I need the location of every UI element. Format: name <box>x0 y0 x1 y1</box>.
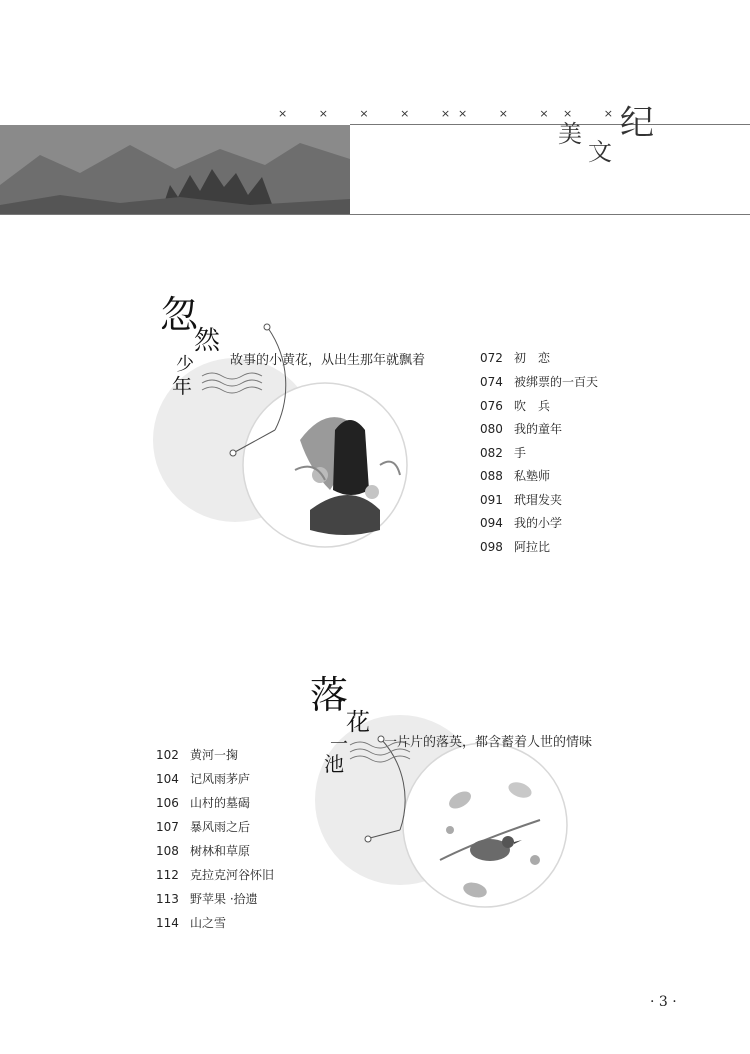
toc-entry[interactable]: 098 阿拉比 <box>480 540 551 554</box>
section2-subtitle: 一片片的落英，都含蓄着人世的情味 <box>384 735 593 750</box>
section2-title-char: 一 <box>330 734 348 755</box>
section2-title-char: 落 <box>310 673 349 717</box>
header-title-char: 文 <box>588 138 612 166</box>
section1-subtitle: 故事的小黄花，从出生那年就飘着 <box>230 353 426 368</box>
page-number: · 3 · <box>650 994 677 1010</box>
section2-decoration <box>290 690 580 940</box>
toc-entry[interactable]: 088 私塾师 <box>480 469 551 483</box>
header-title-char: 美 <box>558 120 582 148</box>
toc-entry[interactable]: 082 手 <box>480 446 527 460</box>
toc-entry[interactable]: 114 山之雪 <box>156 916 227 930</box>
toc-entry[interactable]: 108 树林和草原 <box>156 844 251 858</box>
section1-title-char: 然 <box>194 326 221 356</box>
toc-entry[interactable]: 102 黄河一掬 <box>156 748 239 762</box>
section1-title-char: 少 <box>176 354 194 375</box>
toc-entry[interactable]: 112 克拉克河谷怀旧 <box>156 868 275 882</box>
toc-entry[interactable]: 074 被绑票的一百天 <box>480 375 599 389</box>
decorative-x-marks: × × × <box>458 107 563 120</box>
toc-entry[interactable]: 113 野苹果 ·拾遗 <box>156 892 258 906</box>
toc-entry[interactable]: 104 记风雨茅庐 <box>156 772 251 786</box>
toc-entry[interactable]: 094 我的小学 <box>480 516 563 530</box>
header-top-rule <box>350 124 750 125</box>
section2-title-char: 花 <box>346 708 370 736</box>
toc-entry[interactable]: 091 玳瑁发夹 <box>480 493 563 507</box>
decorative-x-marks: × × <box>563 107 627 120</box>
section1-title-char: 忽 <box>160 293 199 337</box>
header-landscape-image <box>0 125 350 215</box>
section2-title-char: 池 <box>324 752 344 776</box>
header-title-char: 纪 <box>620 103 654 143</box>
decorative-x-marks: × × × × × <box>278 107 465 120</box>
section1-title-char: 年 <box>172 374 192 398</box>
header-bottom-rule <box>0 214 750 215</box>
toc-entry[interactable]: 080 我的童年 <box>480 422 563 436</box>
toc-entry[interactable]: 072 初 恋 <box>480 351 551 365</box>
toc-entry[interactable]: 107 暴风雨之后 <box>156 820 251 834</box>
toc-entry[interactable]: 076 吹 兵 <box>480 399 551 413</box>
mountain-silhouette-image <box>0 125 350 215</box>
toc-entry[interactable]: 106 山村的墓碣 <box>156 796 251 810</box>
